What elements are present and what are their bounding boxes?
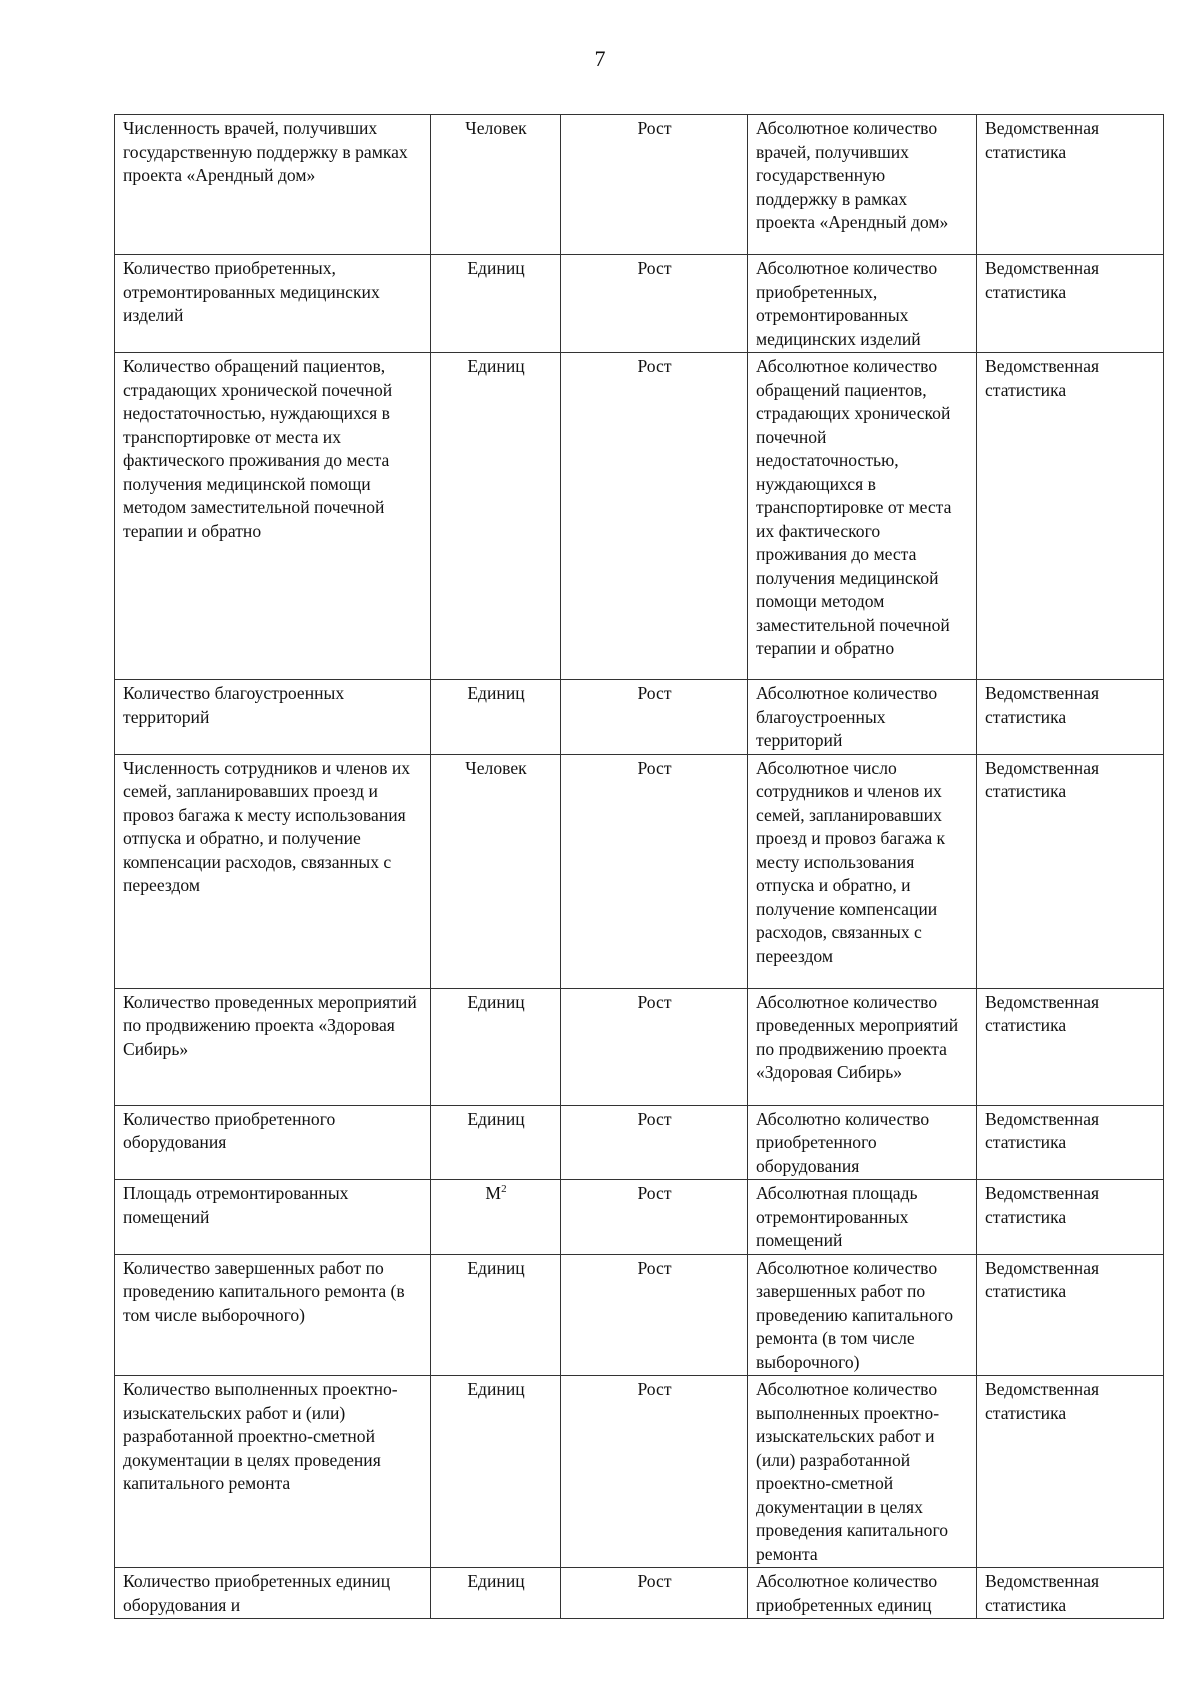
trend-cell: Рост (561, 1105, 748, 1180)
table-row (115, 1180, 1164, 1255)
trend-cell: Рост (561, 1254, 748, 1376)
table-row (115, 1568, 1164, 1619)
table-row (115, 1105, 1164, 1180)
trend-cell: Рост (561, 1180, 748, 1255)
unit-text: М (485, 1183, 502, 1203)
indicator-cell: Количество приобретенных единиц оборудования и (115, 1568, 431, 1619)
description-cell: Абсолютно количество приобретенного оборудования (748, 1105, 977, 1180)
unit-cell (431, 1180, 561, 1255)
description-cell: Абсолютное число сотрудников и членов их семей, запланировавших проезд и провоз багажа к месту использования отпуска и обратно, и получение компенсации расходов, связанных с переездом (748, 754, 977, 988)
description-cell: Абсолютное количество завершенных работ по проведению капитального ремонта (в том числе выборочного) (748, 1254, 977, 1376)
table-row (115, 1376, 1164, 1568)
unit-cell: Единиц (431, 1568, 561, 1619)
description-cell: Абсолютное количество проведенных мероприятий по продвижению проекта «Здоровая Сибирь» (748, 988, 977, 1105)
description-cell: Абсолютное количество врачей, получивших государственную поддержку в рамках проекта «Арендный дом» (748, 115, 977, 255)
unit-cell: Единиц (431, 680, 561, 755)
indicator-cell: Численность врачей, получивших государственную поддержку в рамках проекта «Арендный дом» (115, 115, 431, 255)
indicator-cell: Количество завершенных работ по проведению капитального ремонта (в том числе выборочного) (115, 1254, 431, 1376)
table-row (115, 754, 1164, 988)
unit-cell: Единиц (431, 1376, 561, 1568)
indicators-table (114, 114, 1164, 1619)
unit-cell: Единиц (431, 988, 561, 1105)
source-cell: Ведомственная статистика (977, 115, 1164, 255)
unit-cell: Человек (431, 115, 561, 255)
table-row (115, 115, 1164, 255)
page-number: 7 (594, 46, 606, 71)
unit-cell: Человек (431, 754, 561, 988)
description-cell: Абсолютная площадь отремонтированных помещений (748, 1180, 977, 1255)
unit-cell: Единиц (431, 255, 561, 353)
table-row (115, 353, 1164, 680)
source-cell: Ведомственная статистика (977, 988, 1164, 1105)
trend-cell: Рост (561, 754, 748, 988)
table-row (115, 988, 1164, 1105)
table-row (115, 1254, 1164, 1376)
indicator-cell: Количество приобретенных, отремонтированных медицинских изделий (115, 255, 431, 353)
description-cell: Абсолютное количество выполненных проектно-изыскательских работ и (или) разработанной проектно-сметной документации в целях проведения капитального ремонта (748, 1376, 977, 1568)
trend-cell: Рост (561, 1376, 748, 1568)
indicator-cell: Количество выполненных проектно-изыскательских работ и (или) разработанной проектно-сметной документации в целях проведения капитального ремонта (115, 1376, 431, 1568)
source-cell: Ведомственная статистика (977, 255, 1164, 353)
unit-cell: Единиц (431, 1254, 561, 1376)
trend-cell: Рост (561, 115, 748, 255)
indicator-cell: Количество обращений пациентов, страдающих хронической почечной недостаточностью, нуждающихся в транспортировке от места их фактического проживания до места получения медицинской помощи методом заместительной почечной терапии и обратно (115, 353, 431, 680)
indicator-cell: Количество приобретенного оборудования (115, 1105, 431, 1180)
description-cell: Абсолютное количество приобретенных единиц (748, 1568, 977, 1619)
trend-cell: Рост (561, 255, 748, 353)
source-cell: Ведомственная статистика (977, 1105, 1164, 1180)
unit-cell: Единиц (431, 1105, 561, 1180)
trend-cell: Рост (561, 988, 748, 1105)
unit-superscript: 2 (501, 1183, 507, 1196)
description-cell: Абсолютное количество благоустроенных территорий (748, 680, 977, 755)
unit-cell: Единиц (431, 353, 561, 680)
source-cell: Ведомственная статистика (977, 1568, 1164, 1619)
description-cell: Абсолютное количество приобретенных, отремонтированных медицинских изделий (748, 255, 977, 353)
source-cell: Ведомственная статистика (977, 1254, 1164, 1376)
indicator-cell: Численность сотрудников и членов их семей, запланировавших проезд и провоз багажа к месту использования отпуска и обратно, и получение компенсации расходов, связанных с переездом (115, 754, 431, 988)
source-cell: Ведомственная статистика (977, 754, 1164, 988)
indicator-cell: Количество проведенных мероприятий по продвижению проекта «Здоровая Сибирь» (115, 988, 431, 1105)
source-cell: Ведомственная статистика (977, 353, 1164, 680)
indicator-cell: Площадь отремонтированных помещений (115, 1180, 431, 1255)
table-row (115, 680, 1164, 755)
trend-cell: Рост (561, 1568, 748, 1619)
description-cell: Абсолютное количество обращений пациентов, страдающих хронической почечной недостаточностью, нуждающихся в транспортировке от места их фактического проживания до места получения медицинской помощи методом заместительной почечной терапии и обратно (748, 353, 977, 680)
trend-cell: Рост (561, 353, 748, 680)
table-row (115, 255, 1164, 353)
source-cell: Ведомственная статистика (977, 680, 1164, 755)
source-cell: Ведомственная статистика (977, 1376, 1164, 1568)
trend-cell: Рост (561, 680, 748, 755)
source-cell: Ведомственная статистика (977, 1180, 1164, 1255)
indicator-cell: Количество благоустроенных территорий (115, 680, 431, 755)
